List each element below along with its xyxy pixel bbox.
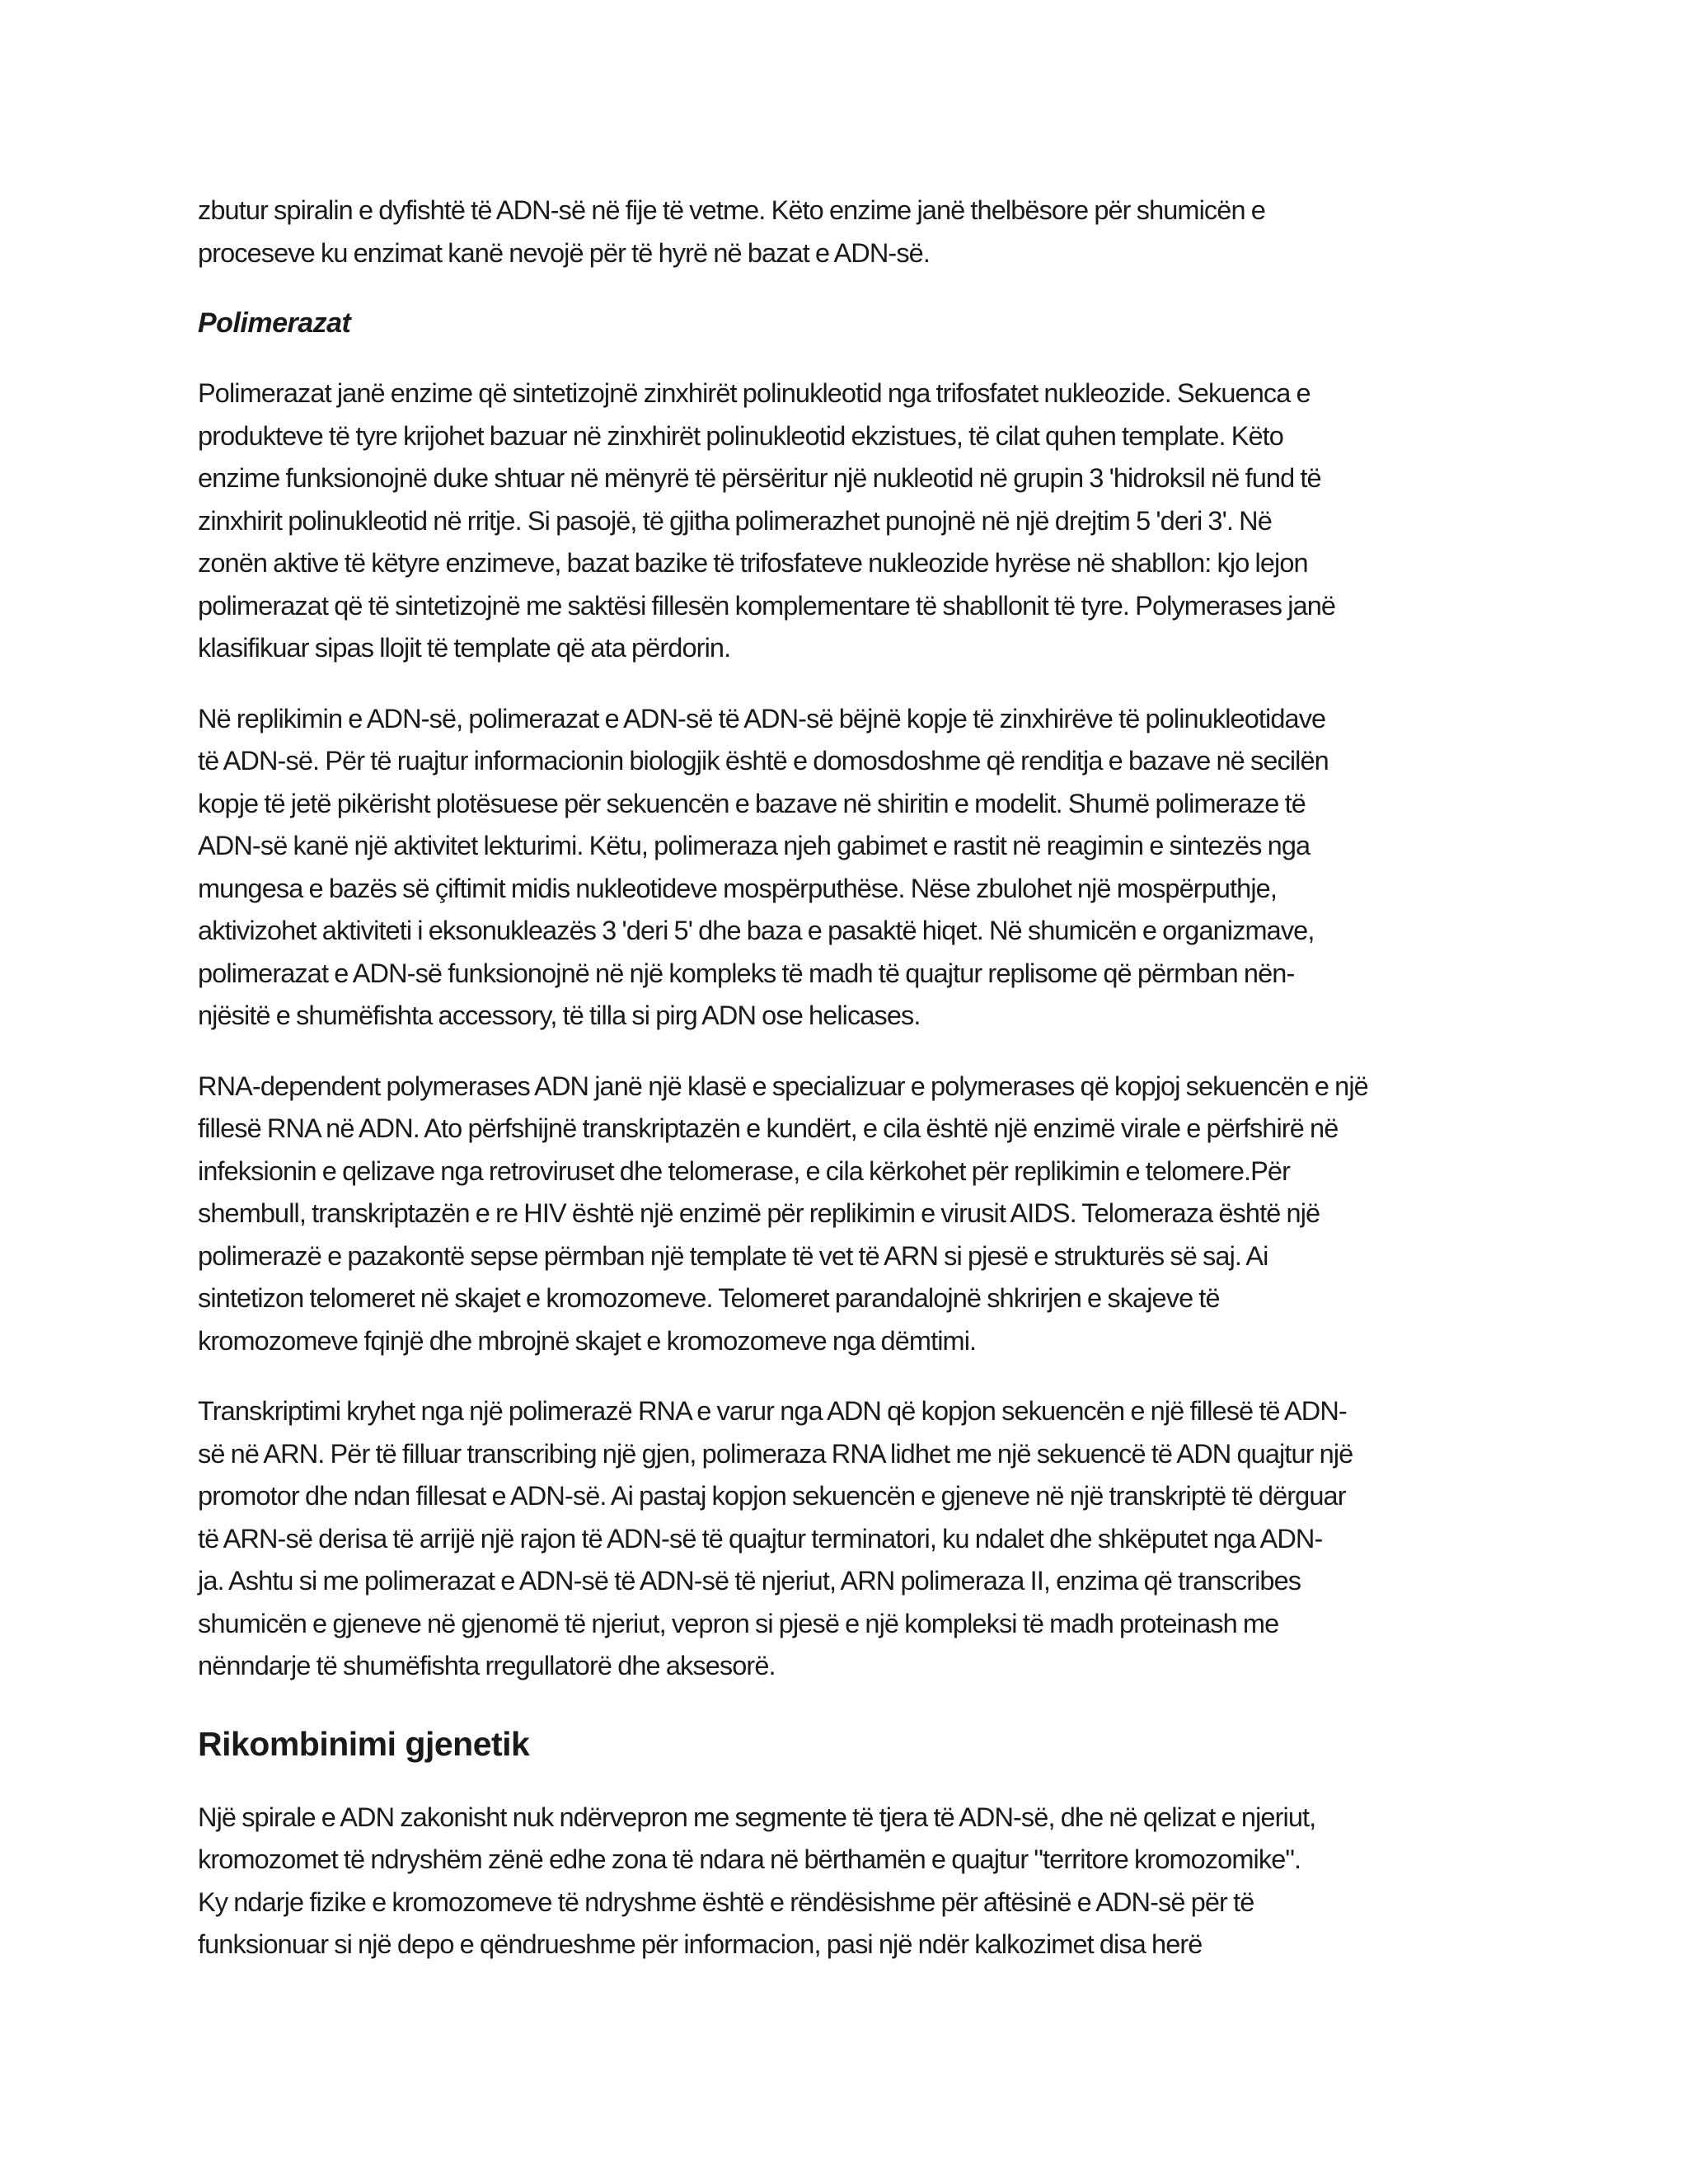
text-line: polimerazat e ADN-së funksionojnë në një kompleks të madh të quajtur replisome që përmban nën- xyxy=(198,958,1295,988)
section-heading: Rikombinimi gjenetik xyxy=(198,1724,530,1763)
text-line: zbutur spiralin e dyfishtë të ADN-së në fije të vetme. Këto enzime janë thelbësore për shumicën e xyxy=(198,195,1265,225)
text-line: fillesë RNA në ADN. Ato përfshijnë transkriptazën e kundërt, e cila është një enzimë virale e përfshirë në xyxy=(198,1113,1339,1143)
text-line: kopje të jetë pikërisht plotësuese për sekuencën e bazave në shiritin e modelit. Shumë polimeraze të xyxy=(198,788,1306,818)
text-line: të ADN-së. Për të ruajtur informacionin biologjik është e domosdoshme që renditja e bazave në secilën xyxy=(198,746,1329,776)
body-paragraph xyxy=(198,1797,1492,1966)
text-line: njësitë e shumëfishta accessory, të tilla si pirg ADN ose helicases. xyxy=(198,1001,921,1030)
text-line: produkteve të tyre krijohet bazuar në zinxhirët polinukleotid ekzistues, të cilat quhen template. Këto xyxy=(198,420,1283,451)
text-line: sintetizon telomeret në skajet e kromozomeve. Telomeret parandalojnë shkrirjen e skajeve të xyxy=(198,1283,1220,1313)
text-line: ja. Ashtu si me polimerazat e ADN-së të ADN-së të njeriut, ARN polimeraza II, enzima që transcribes xyxy=(198,1566,1301,1596)
body-paragraph xyxy=(198,373,1492,670)
text-line: Polimerazat janë enzime që sintetizojnë zinxhirët polinukleotid nga trifosfatet nukleozide. Sekuenca e xyxy=(198,378,1311,408)
text-line: zinxhirit polinukleotid në rritje. Si pasojë, të gjitha polimerazhet punojnë në një drejtim 5 'deri 3'. Në xyxy=(198,505,1272,536)
text-line: të ARN-së derisa të arrijë një rajon të ADN-së të quajtur terminatori, ku ndalet dhe shkëputet nga ADN- xyxy=(198,1523,1323,1554)
text-line: enzime funksionojnë duke shtuar në mënyrë të përsëritur një nukleotid në grupin 3 'hidroksil në fund të xyxy=(198,463,1321,493)
document-page xyxy=(198,190,1492,1966)
text-line: kromozomet të ndryshëm zënë edhe zona të ndara në bërthamën e quajtur "territore kromozomike". xyxy=(198,1844,1301,1874)
text-line: zonën aktive të këtyre enzimeve, bazat bazike të trifosfateve nukleozide hyrëse në shabllon: kjo lejon xyxy=(198,548,1308,578)
text-line: Një spirale e ADN zakonisht nuk ndërvepron me segmente të tjera të ADN-së, dhe në qelizat e njeriut, xyxy=(198,1802,1316,1832)
text-line: mungesa e bazës së çiftimit midis nukleotideve mospërputhëse. Nëse zbulohet një mospërputhje, xyxy=(198,873,1277,903)
text-line: klasifikuar sipas llojit të template që ata përdorin. xyxy=(198,633,731,663)
text-line: proceseve ku enzimat kanë nevojë për të hyrë në bazat e ADN-së. xyxy=(198,237,930,268)
section-subheading: Polimerazat xyxy=(198,307,351,339)
text-line: shembull, transkriptazën e re HIV është një enzimë për replikimin e virusit AIDS. Telomeraza është një xyxy=(198,1198,1320,1228)
text-line: funksionuar si një depo e qëndrueshme për informacion, pasi një ndër kalkozimet disa herë xyxy=(198,1929,1203,1959)
text-line: nënndarje të shumëfishta rregullatorë dhe aksesorë. xyxy=(198,1651,776,1680)
text-line: së në ARN. Për të filluar transcribing një gjen, polimeraza RNA lidhet me një sekuencë të ADN quajtur një xyxy=(198,1438,1353,1469)
text-line: kromozomeve fqinjë dhe mbrojnë skajet e kromozomeve nga dëmtimi. xyxy=(198,1325,977,1356)
text-line: RNA-dependent polymerases ADN janë një klasë e specializuar e polymerases që kopjoj sekuencën e një xyxy=(198,1071,1368,1101)
body-paragraph xyxy=(198,1066,1492,1363)
body-paragraph xyxy=(198,1390,1492,1688)
text-line: polimerazë e pazakontë sepse përmban një template të vet të ARN si pjesë e strukturës së saj. Ai xyxy=(198,1240,1268,1271)
body-paragraph xyxy=(198,698,1492,1038)
text-line: ADN-së kanë një aktivitet lekturimi. Këtu, polimeraza njeh gabimet e rastit në reagimin e sintezës nga xyxy=(198,831,1311,860)
text-line: shumicën e gjeneve në gjenomë të njeriut, vepron si pjesë e një kompleksi të madh proteinash me xyxy=(198,1608,1279,1638)
text-line: promotor dhe ndan fillesat e ADN-së. Ai pastaj kopjon sekuencën e gjeneve në një transkriptë të dërguar xyxy=(198,1481,1346,1511)
text-line: infeksionin e qelizave nga retroviruset dhe telomerase, e cila kërkohet për replikimin e telomere.Për xyxy=(198,1155,1291,1186)
text-line: Transkriptimi kryhet nga një polimerazë RNA e varur nga ADN që kopjon sekuencën e një fillesë të ADN- xyxy=(198,1396,1347,1426)
text-line: polimerazat që të sintetizojnë me saktësi fillesën komplementare të shabllonit të tyre. Polymerases janë xyxy=(198,590,1336,621)
intro-paragraph xyxy=(198,190,1492,274)
text-line: Ky ndarje fizike e kromozomeve të ndryshme është e rëndësishme për aftësinë e ADN-së për të xyxy=(198,1886,1254,1917)
text-line: Në replikimin e ADN-së, polimerazat e ADN-së të ADN-së bëjnë kopje të zinxhirëve të polinukleotidave xyxy=(198,703,1326,733)
text-line: aktivizohet aktiviteti i eksonukleazës 3 'deri 5' dhe baza e pasaktë hiqet. Në shumicën e organizmave, xyxy=(198,916,1315,945)
